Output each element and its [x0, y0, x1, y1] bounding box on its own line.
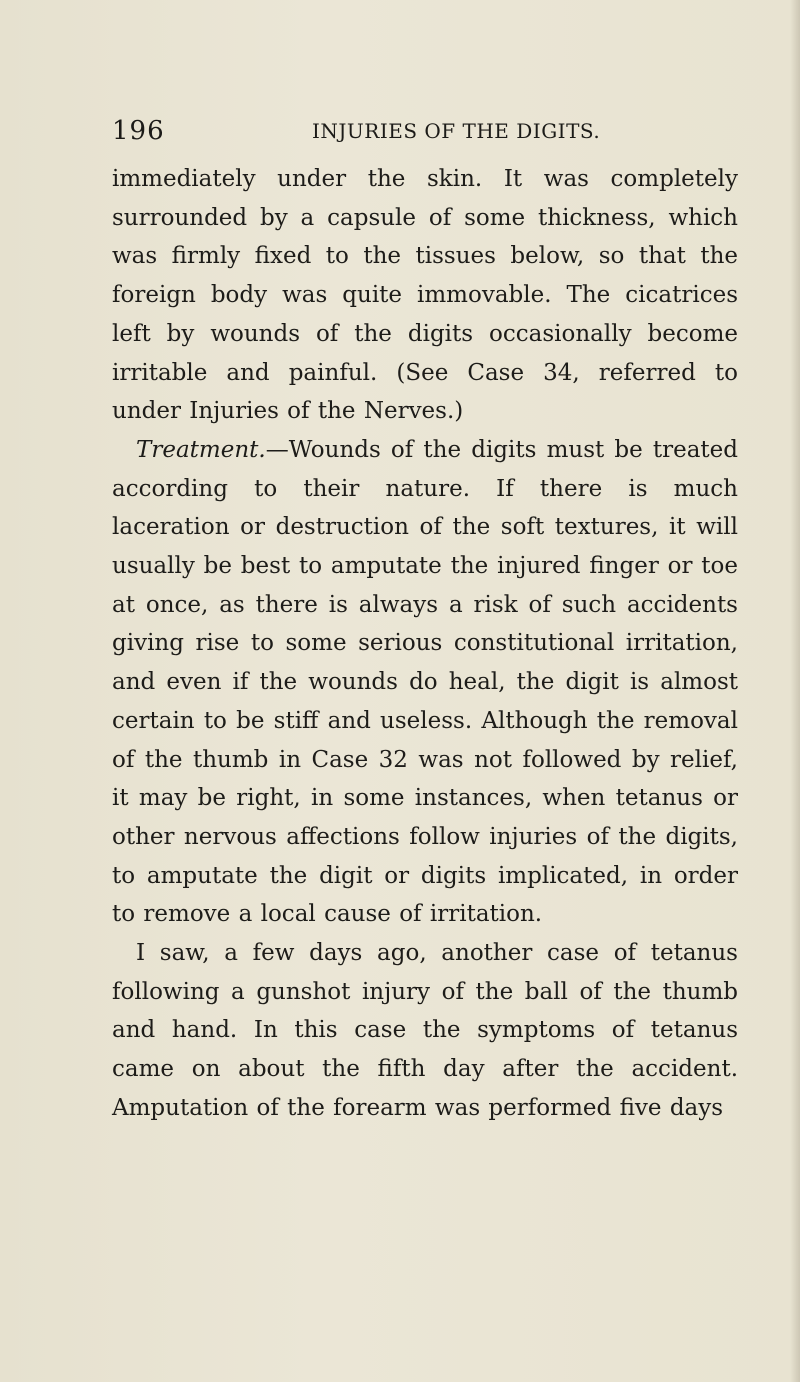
paragraph-tetanus-case: I saw, a few days ago, another case of tetanus following a gunshot injury of the ball of the thumb and hand. In this case the symptoms of tetanus came on about the fifth day after the accident. Amputation of the forearm was performed five days: [112, 940, 738, 1121]
running-title: INJURIES OF THE DIGITS.: [312, 119, 601, 143]
paragraph-continuation: immediately under the skin. It was completely surrounded by a capsule of some thickness, which was firmly fixed to the tissues below, so that the foreign body was quite immovable. The cicatrices left by wounds of the digits occasionally become irritable and painful. (See Case 34, referred to under Injuries of the Nerves.): [112, 166, 738, 425]
treatment-heading: Treatment.: [136, 436, 266, 463]
body-text: [112, 160, 738, 1128]
page-edge-shadow: [790, 0, 800, 1382]
page-number: 196: [112, 116, 165, 146]
paragraph-treatment: [112, 431, 738, 934]
treatment-text: —Wounds of the digits must be treated according to their nature. If there is much laceration or destruction of the soft textures, it will usually be best to amputate the injured finger or toe at once, as there is always a risk of such accidents giving rise to some serious constitutional irritation, and even if the wounds do heal, the digit is almost certain to be stiff and useless. Although the removal of the thumb in Case 32 was not followed by relief, it may be right, in some instances, when tetanus or other nervous affections follow injuries of the digits, to amputate the digit or digits implicated, in order to remove a local cause of irritation.: [112, 436, 738, 928]
running-head: [112, 116, 732, 148]
